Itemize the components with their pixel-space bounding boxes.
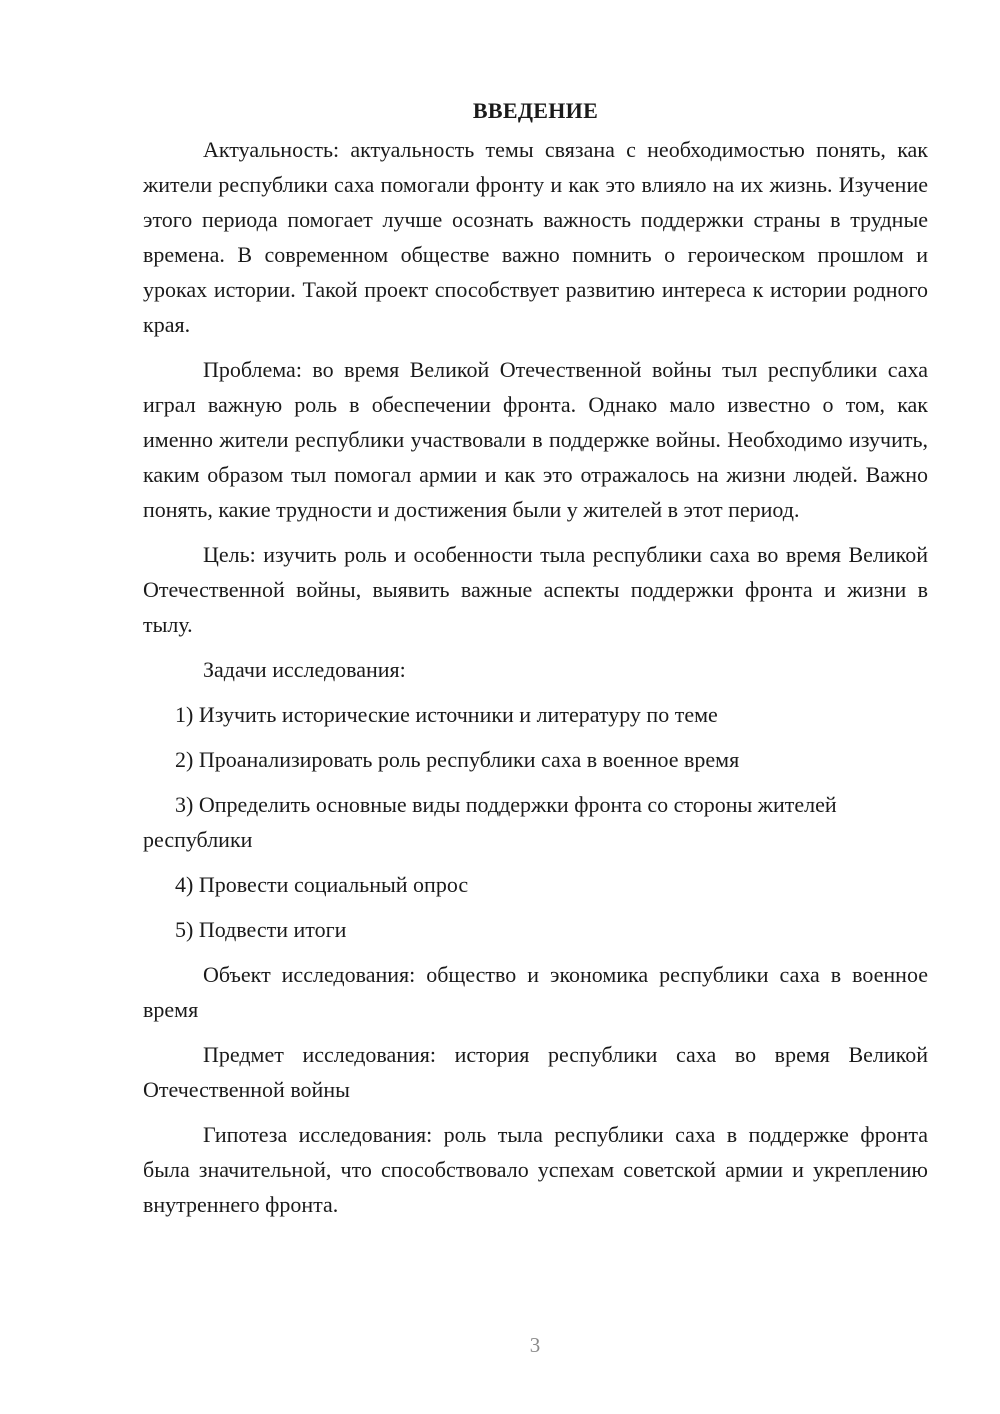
list-item-task-2: 2) Проанализировать роль республики саха в военное время — [175, 747, 740, 772]
paragraph-hypothesis: Гипотеза исследования: роль тыла республики саха в поддержке фронта была значительной, что способствовало успехам советской армии и укреплению внутреннего фронта. — [143, 1122, 928, 1217]
page-number: 3 — [529, 1333, 541, 1357]
list-item-task-4: 4) Провести социальный опрос — [175, 872, 469, 897]
paragraph-goal: Цель: изучить роль и особенности тыла республики саха во время Великой Отечественной войны, выявить важные аспекты поддержки фронта и жизни в тылу. — [143, 542, 928, 637]
tasks-heading: Задачи исследования: — [203, 657, 406, 682]
paragraph-relevance: Актуальность: актуальность темы связана с необходимостью понять, как жители республики саха помогали фронту и как это влияло на их жизнь. Изучение этого периода помогает лучше осознать важность поддержки страны в трудные времена. В современном обществе важно помнить о героическом прошлом и уроках истории. Такой проект способствует развитию интереса к истории родного края. — [143, 137, 928, 337]
document-page — [143, 96, 928, 1232]
paragraph-problem: Проблема: во время Великой Отечественной войны тыл республики саха играл важную роль в обеспечении фронта. Однако мало известно о том, как именно жители республики участвовали в поддержке войны. Необходимо изучить, каким образом тыл помогал армии и как это отражалось на жизни людей. Важно понять, какие трудности и достижения были у жителей в этот период. — [143, 357, 928, 522]
list-item-task-5: 5) Подвести итоги — [175, 917, 347, 942]
list-item-task-3: 3) Определить основные виды поддержки фронта со стороны жителей республики — [143, 792, 837, 852]
page-title: ВВЕДЕНИЕ — [472, 98, 599, 123]
list-item-task-1: 1) Изучить исторические источники и литературу по теме — [175, 702, 718, 727]
paragraph-object: Объект исследования: общество и экономика республики саха в военное время — [143, 962, 928, 1022]
paragraph-subject: Предмет исследования: история республики саха во время Великой Отечественной войны — [143, 1042, 928, 1102]
